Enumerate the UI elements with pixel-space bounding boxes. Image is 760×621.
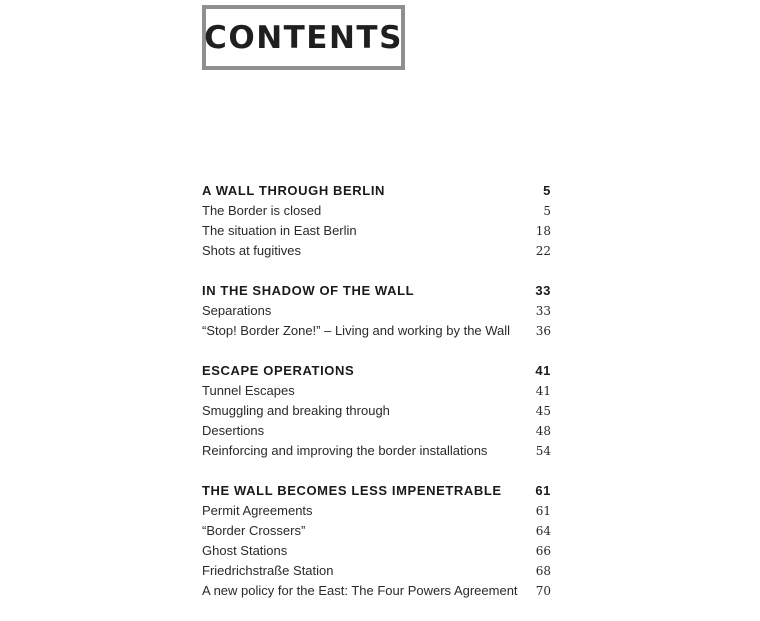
toc-section-heading[interactable]	[202, 281, 551, 301]
toc-entry[interactable]	[202, 561, 551, 581]
toc-section	[202, 361, 551, 461]
toc-entry-page: 45	[535, 404, 551, 418]
toc-section-heading[interactable]	[202, 181, 551, 201]
toc-entry-page: 22	[535, 244, 551, 258]
toc-entry[interactable]	[202, 321, 551, 341]
toc-entry-label: The Border is closed	[202, 203, 322, 218]
toc-entry[interactable]	[202, 421, 551, 441]
toc-entry-label: “Stop! Border Zone!” – Living and working by the Wall	[202, 323, 511, 338]
toc-entry[interactable]	[202, 541, 551, 561]
toc-entry[interactable]	[202, 401, 551, 421]
toc-entry[interactable]	[202, 201, 551, 221]
toc-entry-label: Reinforcing and improving the border installations	[202, 443, 488, 458]
toc-heading-page: 41	[535, 363, 551, 378]
toc-entry-page: 41	[535, 384, 551, 398]
toc-entry-label: Tunnel Escapes	[202, 383, 295, 398]
toc-entry-label: Separations	[202, 303, 272, 318]
toc-entry-page: 54	[535, 444, 551, 458]
toc-entry[interactable]	[202, 521, 551, 541]
toc-entry-label: Ghost Stations	[202, 543, 288, 558]
toc-section	[202, 281, 551, 341]
toc-heading-label: A WALL THROUGH BERLIN	[202, 183, 386, 198]
toc-entry-page: 61	[535, 504, 551, 518]
toc-entry[interactable]	[202, 441, 551, 461]
toc-entry[interactable]	[202, 381, 551, 401]
toc-entry[interactable]	[202, 241, 551, 261]
toc-entry-page: 18	[535, 224, 551, 238]
toc-entry-label: “Border Crossers”	[202, 523, 306, 538]
toc-entry-page: 68	[535, 564, 551, 578]
toc-entry-page: 64	[535, 524, 551, 538]
toc-section-heading[interactable]	[202, 481, 551, 501]
toc-entry[interactable]	[202, 581, 551, 601]
toc-section	[202, 181, 551, 261]
toc-entry[interactable]	[202, 301, 551, 321]
toc-heading-label: THE WALL BECOMES LESS IMPENETRABLE	[202, 483, 502, 498]
toc-entry-page: 70	[535, 584, 551, 598]
toc-heading-page: 33	[535, 283, 551, 298]
table-of-contents	[202, 181, 551, 621]
toc-entry-page: 5	[543, 204, 551, 218]
toc-entry-page: 36	[535, 324, 551, 338]
toc-entry-label: Shots at fugitives	[202, 243, 301, 258]
toc-entry-label: Friedrichstraße Station	[202, 563, 334, 578]
toc-entry-label: A new policy for the East: The Four Powers Agreement	[202, 583, 518, 598]
toc-entry-page: 33	[535, 304, 551, 318]
toc-entry-label: Smuggling and breaking through	[202, 403, 390, 418]
contents-title-box	[202, 5, 405, 70]
toc-heading-label: IN THE SHADOW OF THE WALL	[202, 283, 415, 298]
toc-heading-label: ESCAPE OPERATIONS	[202, 363, 355, 378]
toc-heading-page: 61	[535, 483, 551, 498]
toc-entry-label: Permit Agreements	[202, 503, 313, 518]
toc-entry[interactable]	[202, 501, 551, 521]
toc-entry-page: 66	[535, 544, 551, 558]
toc-heading-page: 5	[543, 183, 551, 198]
toc-entry-label: The situation in East Berlin	[202, 223, 357, 238]
toc-section-heading[interactable]	[202, 361, 551, 381]
toc-section	[202, 481, 551, 601]
toc-entry-page: 48	[535, 424, 551, 438]
page-title: CONTENTS	[204, 19, 403, 56]
toc-entry[interactable]	[202, 221, 551, 241]
toc-entry-label: Desertions	[202, 423, 265, 438]
